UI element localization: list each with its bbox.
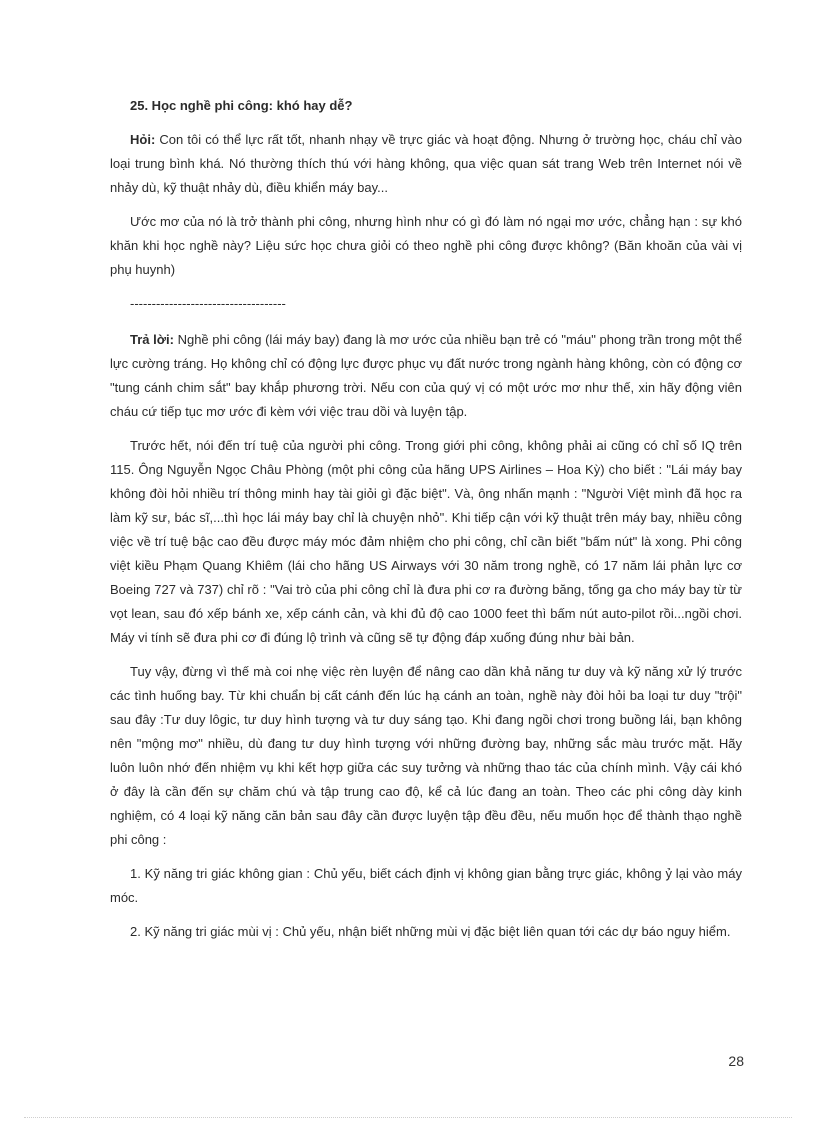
page-bottom-rule: [24, 1117, 792, 1118]
separator-line: ------------------------------------: [130, 296, 286, 311]
question-paragraph: [110, 128, 742, 200]
list-item-2: 2. Kỹ năng tri giác mùi vị : Chủ yếu, nhận biết những mùi vị đặc biệt liên quan tới các dự báo nguy hiểm.: [130, 924, 731, 939]
article-title: 25. Học nghề phi công: khó hay dễ?: [130, 98, 353, 113]
skills-paragraph: Tuy vậy, đừng vì thế mà coi nhẹ việc rèn luyện để nâng cao dần khả năng tư duy và kỹ năng xử lý trước các tình huống bay. Từ khi chuẩn bị cất cánh đến lúc hạ cánh an toàn, nghề này đòi hỏi ba loại tư duy "trội" sau đây :Tư duy lôgic, tư duy hình tượng và tư duy sáng tạo. Khi đang ngồi chơi trong buồng lái, bạn không nên "mộng mơ" nhiều, dù đang tư duy hình tượng với những đường bay, những sắc màu trước mặt. Hãy luôn luôn nhớ đến nhiệm vụ khi kết hợp giữa các suy tưởng và những thao tác của chính mình. Vậy cái khó ở đây là cần đến sự chăm chú và tập trung cao độ, kể cả lúc đang an toàn. Theo các phi công dày kinh nghiệm, có 4 loại kỹ năng căn bản sau đây cần được luyện tập đều đều, nếu muốn học để thành thạo nghề phi công :: [110, 664, 742, 847]
question-text: Con tôi có thể lực rất tốt, nhanh nhạy về trực giác và hoạt động. Nhưng ở trường học, cháu chỉ vào loại trung bình khá. Nó thường thích thú với hàng không, qua việc quan sát trang Web trên Internet nói về nhảy dù, kỹ thuật nhảy dù, điều khiển máy bay...: [110, 132, 742, 195]
answer-text: Nghề phi công (lái máy bay) đang là mơ ước của nhiều bạn trẻ có "máu" phong trần trong một thể lực cường tráng. Họ không chỉ có động lực được phục vụ đất nước trong ngành hàng không, còn có động cơ "tung cánh chim sắt" bay khắp phương trời. Nếu con của quý vị có một ước mơ như thế, xin hãy động viên cháu cứ tiếp tục mơ ước đi kèm với việc trau dồi và luyện tập.: [110, 332, 742, 419]
question-paragraph-2: Ước mơ của nó là trở thành phi công, nhưng hình như có gì đó làm nó ngại mơ ước, chẳng hạn : sự khó khăn khi học nghề này? Liệu sức học chưa giỏi có theo nghề phi công được không? (Băn khoăn của vài vị phụ huynh): [110, 214, 742, 277]
iq-paragraph: Trước hết, nói đến trí tuệ của người phi công. Trong giới phi công, không phải ai cũng có chỉ số IQ trên 115. Ông Nguyễn Ngọc Châu Phòng (một phi công của hãng UPS Airlines – Hoa Kỳ) cho biết : "Lái máy bay không đòi hỏi nhiều trí thông minh hay tài giỏi gì đặc biệt". Và, ông nhấn mạnh : "Người Việt mình đã học ra làm kỹ sư, bác sĩ,...thì học lái máy bay chỉ là chuyện nhỏ". Khi tiếp cận với kỹ thuật trên máy bay, nhiều công việc về trí tuệ bậc cao đều được máy móc đảm nhiệm cho phi công, chỉ cần biết "bấm nút" là xong. Phi công việt kiều Phạm Quang Khiêm (lái cho hãng US Airways với 30 năm trong nghề, có 17 năm lái phản lực cơ Boeing 727 và 737) chỉ rõ : "Vai trò của phi công chỉ là đưa phi cơ ra đường băng, tống ga cho máy bay từ từ vọt lean, sau đó xếp bánh xe, xếp cánh cản, và khi đủ độ cao 1000 feet thì bấm nút auto-pilot rồi...ngồi chơi. Máy vi tính sẽ đưa phi cơ đi đúng lộ trình và cũng sẽ tự động đáp xuống đúng như bài bản.: [110, 438, 742, 645]
answer-label: Trả lời:: [130, 332, 174, 347]
article-body: [110, 96, 742, 954]
list-item-1: 1. Kỹ năng tri giác không gian : Chủ yếu, biết cách định vị không gian bằng trực giác, không ỷ lại vào máy móc.: [110, 866, 742, 905]
page-number: 28: [728, 1053, 744, 1069]
answer-paragraph: [110, 328, 742, 424]
question-label: Hỏi:: [130, 132, 156, 147]
